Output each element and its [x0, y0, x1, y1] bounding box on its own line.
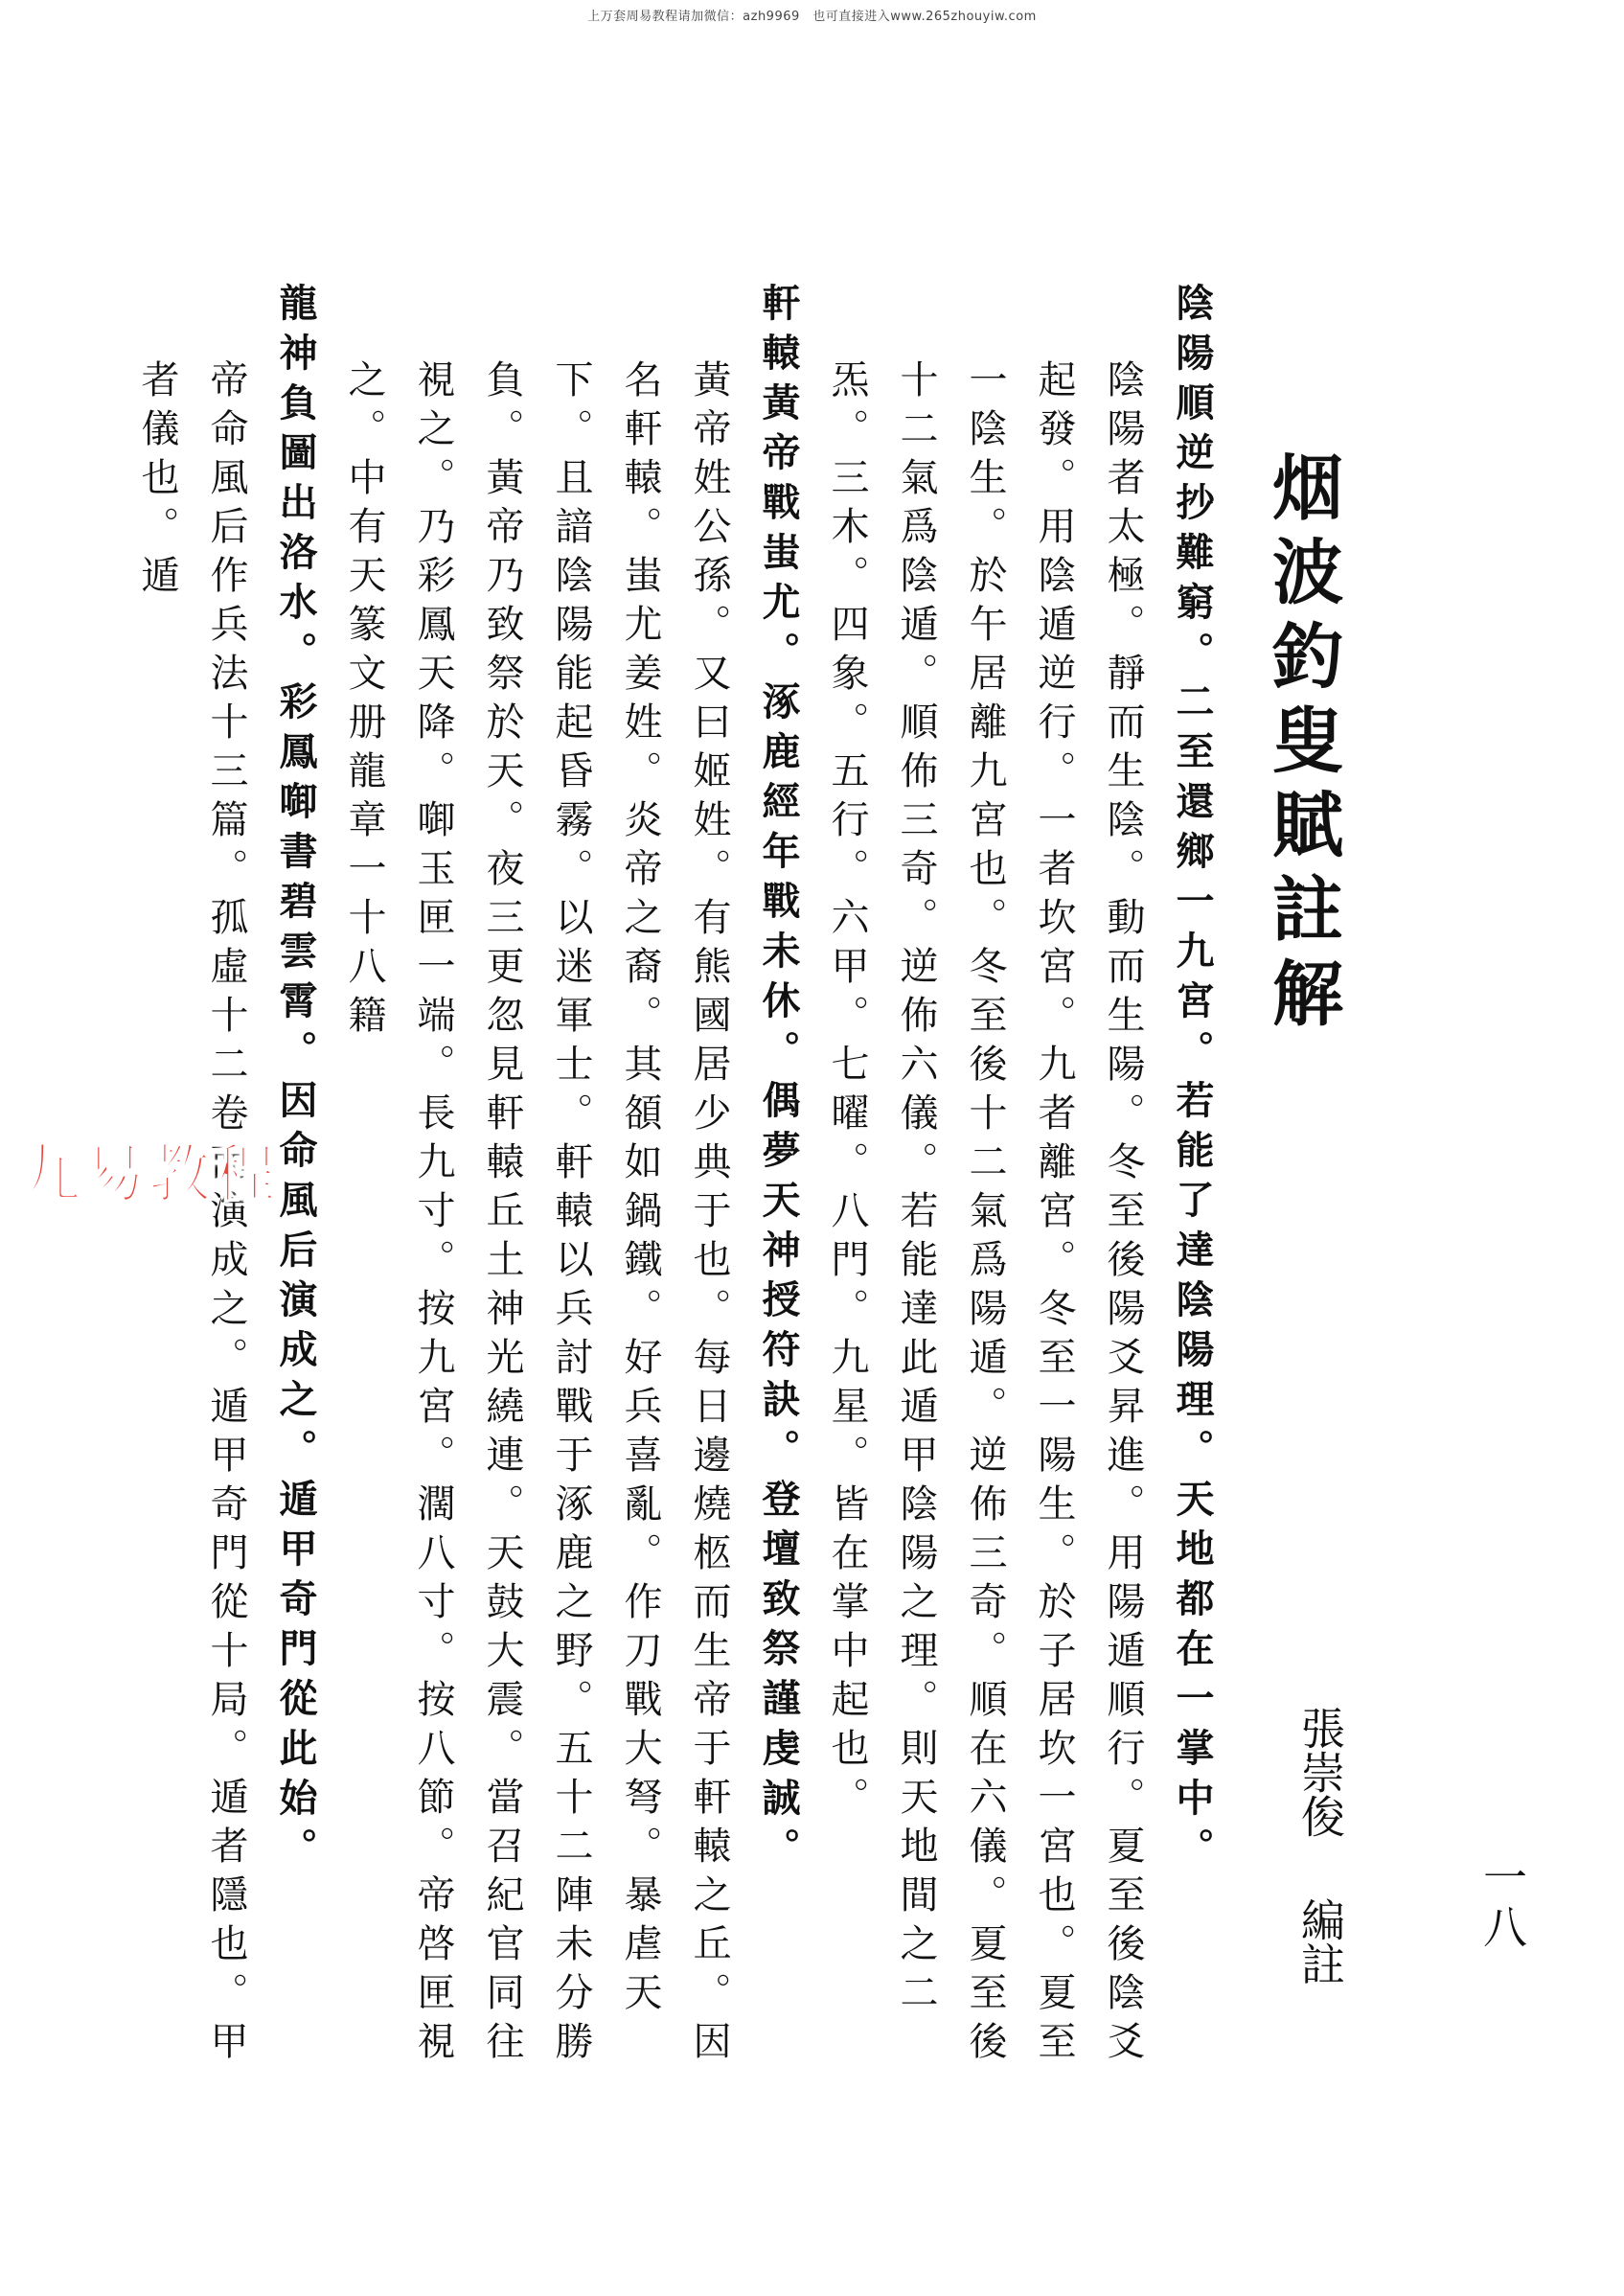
verse-3: 龍神負圖出洛水。彩鳳啣書碧雲霄。因命風后演成之。遁甲奇門從此始。 — [273, 283, 318, 1877]
book-title: 烟波釣叟賦註解 — [1261, 450, 1343, 1041]
commentary-1: 陰陽者太極。靜而生陰。動而生陽。冬至後陽爻昇進。用陽遁順行。夏至後陰爻起發。用陰遁逆行。一者坎宮。九者離宮。冬至一陽生。於子居坎一宮也。夏至一陰生。於午居離九宮也。冬至後十二氣爲陽遁。逆佈三奇。順在六儀。夏至後十二氣爲陰遁。順佈三奇。逆佈六儀。若能達此遁甲陰陽之理。則天地間之二炁。三木。四象。五行。六甲。七曜。八門。九星。皆在掌中起也。 — [825, 359, 1145, 2070]
verse-2: 軒轅黃帝戰蚩尤。涿鹿經年戰未休。偶夢天神授符訣。登壇致祭謹虔誠。 — [756, 283, 801, 1877]
author-role: 編註 — [1294, 1897, 1346, 1986]
verse-1: 陰陽順逆抄難窮。二至還鄉一九宮。若能了達陰陽理。天地都在一掌中。 — [1170, 283, 1215, 1877]
author-credit — [1294, 1706, 1346, 1986]
author-name: 張崇俊 — [1294, 1706, 1346, 1838]
watermark-logo: 九易教程 — [17, 1137, 278, 1211]
header-watermark-note: 上万套周易教程请加微信：azh9969 也可直接进入www.265zhouyiw.com — [587, 10, 1037, 24]
commentary-3: 帝命風后作兵法十三篇。孤虛十二卷而演成之。遁甲奇門從十局。遁者隱也。甲者儀也。遁 — [135, 359, 248, 2070]
page-number: 一八 — [1476, 1854, 1528, 1954]
commentary-2: 黃帝姓公孫。又曰姬姓。有熊國居少典于也。每日邊燒柩而生帝于軒轅之丘。因名軒轅。蚩尤姜姓。炎帝之裔。其頟如鍋鐵。好兵喜亂。作刀戰大弩。暴虐天下。且諳陰陽能起昏霧。以迷軍士。軒轅以兵討戰于涿鹿之野。五十二陣未分勝負。黃帝乃致祭於天。夜三更忽見軒轅丘土神光繞連。天鼓大震。當召紀官同往視之。乃彩鳳天降。啣玉匣一端。長九寸。按九宮。濶八寸。按八節。帝啓匣視之。中有天篆文册龍章一十八籍 — [342, 359, 731, 2070]
